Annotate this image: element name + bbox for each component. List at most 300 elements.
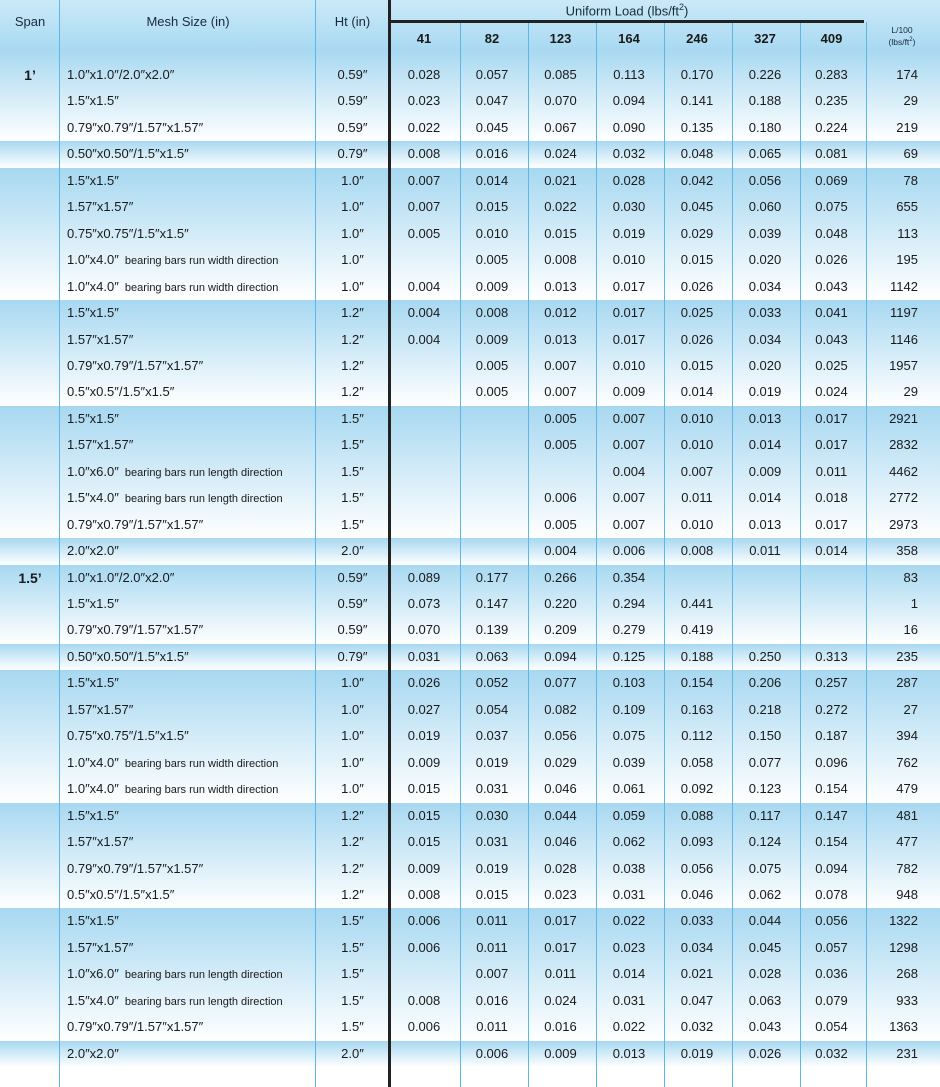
l100-cell: 231 (896, 1045, 918, 1061)
mesh-cell (67, 776, 278, 802)
deflection-cell: 0.028 (544, 860, 577, 876)
deflection-cell: 0.037 (475, 728, 509, 744)
table-row (0, 829, 940, 855)
mesh-size: 1.0″x4.0″ (67, 252, 119, 268)
deflection-cell: 0.014 (612, 966, 646, 982)
l100-cell: 27 (903, 701, 918, 717)
deflection-cell: 0.015 (475, 199, 509, 215)
header-span: Span (14, 14, 46, 29)
height-cell: 1.2″ (341, 357, 364, 373)
table-row (0, 803, 940, 829)
table-row (0, 194, 940, 220)
deflection-cell: 0.031 (612, 992, 646, 1008)
deflection-cell: 0.147 (815, 807, 848, 823)
deflection-cell: 0.028 (748, 966, 782, 982)
deflection-cell: 0.045 (748, 939, 782, 955)
deflection-cell: 0.008 (475, 305, 509, 321)
table-row (0, 221, 940, 247)
mesh-size: 1.5″x1.5″ (67, 913, 119, 929)
mesh-size: 1.5″x1.5″ (67, 807, 119, 823)
l100-cell: 2772 (889, 490, 918, 506)
deflection-cell: 0.004 (407, 278, 441, 294)
deflection-cell: 0.019 (475, 860, 509, 876)
mesh-cell (67, 512, 203, 538)
deflection-cell: 0.010 (612, 357, 646, 373)
deflection-cell: 0.065 (748, 146, 782, 162)
l100-unit (864, 35, 940, 47)
deflection-cell: 0.018 (815, 490, 848, 506)
deflection-cell: 0.025 (680, 305, 714, 321)
deflection-cell: 0.073 (407, 596, 441, 611)
deflection-cell: 0.030 (612, 199, 646, 215)
mesh-note: bearing bars run length direction (124, 493, 283, 506)
table-row (0, 538, 940, 564)
deflection-cell: 0.031 (612, 886, 646, 902)
deflection-cell: 0.023 (612, 939, 646, 955)
l100-cell: 219 (896, 119, 918, 135)
height-cell: 1.5″ (341, 992, 364, 1008)
table-row (0, 776, 940, 802)
deflection-cell: 0.043 (815, 278, 848, 294)
deflection-cell: 0.007 (544, 357, 577, 373)
deflection-cell: 0.008 (544, 252, 577, 268)
deflection-cell: 0.054 (815, 1019, 848, 1035)
span-cell: 1.5’ (18, 569, 42, 586)
deflection-cell: 0.010 (475, 225, 509, 241)
mesh-size: 1.5″x1.5″ (67, 93, 119, 109)
mesh-cell (67, 617, 203, 643)
height-cell: 1.5″ (341, 410, 364, 426)
deflection-cell: 0.017 (815, 516, 848, 532)
height-cell: 0.59″ (337, 67, 368, 82)
mesh-cell (67, 168, 119, 194)
deflection-cell: 0.094 (612, 93, 646, 109)
height-cell: 1.2″ (341, 305, 364, 321)
deflection-cell: 0.006 (475, 1045, 509, 1061)
deflection-cell: 0.041 (815, 305, 848, 321)
deflection-cell: 0.007 (475, 966, 509, 982)
deflection-cell: 0.180 (748, 119, 782, 135)
table-row (0, 856, 940, 882)
table-row (0, 644, 940, 670)
deflection-cell: 0.112 (681, 728, 713, 744)
mesh-size: 1.5″x1.5″ (67, 675, 119, 691)
l100-cell: 195 (896, 252, 918, 268)
deflection-cell: 0.046 (544, 834, 577, 850)
deflection-cell: 0.017 (612, 305, 646, 321)
l100-cell: 1957 (889, 357, 918, 373)
height-cell: 0.59″ (337, 622, 368, 638)
deflection-cell: 0.075 (612, 728, 646, 744)
l100-cell: 1146 (890, 331, 918, 347)
mesh-size: 1.57″x1.57″ (67, 701, 134, 717)
height-cell: 1.0″ (341, 728, 364, 744)
l100-cell: 933 (896, 992, 918, 1008)
deflection-cell: 0.010 (680, 410, 714, 426)
mesh-size: 1.5″x1.5″ (67, 172, 119, 188)
uniform-load-underline (390, 20, 864, 23)
deflection-cell: 0.441 (680, 596, 714, 611)
deflection-cell: 0.007 (407, 172, 441, 188)
deflection-cell: 0.069 (815, 172, 848, 188)
deflection-cell: 0.026 (815, 252, 848, 268)
deflection-cell: 0.272 (815, 701, 848, 717)
deflection-cell: 0.016 (475, 992, 509, 1008)
mesh-size: 1.5″x1.5″ (67, 410, 119, 426)
height-cell: 1.5″ (341, 939, 364, 955)
deflection-cell: 0.045 (475, 119, 509, 135)
deflection-cell: 0.015 (680, 252, 714, 268)
table-row (0, 247, 940, 273)
deflection-cell: 0.313 (815, 648, 848, 664)
deflection-cell: 0.011 (476, 913, 508, 929)
mesh-cell (67, 459, 283, 485)
deflection-cell: 0.011 (749, 543, 781, 559)
deflection-cell: 0.063 (475, 648, 509, 664)
deflection-cell: 0.026 (407, 675, 441, 691)
mesh-size: 1.57″x1.57″ (67, 199, 134, 215)
table-row (0, 459, 940, 485)
deflection-cell: 0.006 (544, 490, 577, 506)
height-cell: 0.59″ (337, 596, 368, 611)
mesh-size: 0.75″x0.75″/1.5″x1.5″ (67, 728, 189, 744)
table-row (0, 750, 940, 776)
mesh-cell (67, 935, 133, 961)
deflection-cell: 0.032 (612, 146, 646, 162)
deflection-cell: 0.007 (612, 410, 646, 426)
deflection-cell: 0.026 (680, 331, 714, 347)
deflection-cell: 0.006 (407, 939, 441, 955)
mesh-size: 1.0″x1.0″/2.0″x2.0″ (67, 67, 175, 82)
l100-cell: 83 (903, 569, 918, 585)
deflection-cell: 0.020 (748, 252, 782, 268)
deflection-cell: 0.007 (612, 516, 646, 532)
l100-cell: 287 (896, 675, 918, 691)
deflection-cell: 0.015 (407, 834, 441, 850)
deflection-cell: 0.026 (680, 278, 714, 294)
deflection-cell: 0.033 (680, 913, 714, 929)
deflection-cell: 0.030 (475, 807, 509, 823)
deflection-cell: 0.028 (612, 172, 646, 188)
deflection-cell: 0.033 (748, 305, 782, 321)
deflection-cell: 0.188 (748, 93, 782, 109)
deflection-cell: 0.039 (612, 754, 646, 770)
mesh-note: bearing bars run width direction (124, 757, 279, 770)
deflection-cell: 0.088 (680, 807, 714, 823)
deflection-cell: 0.046 (680, 886, 714, 902)
deflection-cell: 0.017 (815, 410, 848, 426)
l100-cell: 394 (896, 728, 918, 744)
height-cell: 1.0″ (341, 172, 364, 188)
deflection-cell: 0.019 (748, 384, 782, 400)
deflection-cell: 0.032 (815, 1045, 848, 1061)
height-cell: 1.5″ (341, 913, 364, 929)
deflection-cell: 0.005 (544, 437, 577, 453)
mesh-cell (67, 750, 278, 776)
deflection-cell: 0.017 (612, 331, 646, 347)
height-cell: 1.5″ (341, 1019, 364, 1035)
mesh-cell (67, 803, 119, 829)
l100-cell: 235 (896, 648, 918, 664)
header-l100 (864, 25, 940, 47)
deflection-cell: 0.019 (680, 1045, 714, 1061)
mesh-cell (67, 591, 119, 617)
deflection-cell: 0.052 (475, 675, 509, 691)
deflection-cell: 0.013 (544, 278, 577, 294)
height-cell: 1.5″ (341, 516, 364, 532)
table-row (0, 62, 940, 88)
deflection-cell: 0.019 (475, 754, 509, 770)
deflection-cell: 0.063 (748, 992, 782, 1008)
deflection-cell: 0.004 (612, 463, 646, 479)
deflection-cell: 0.024 (544, 146, 577, 162)
deflection-cell: 0.016 (544, 1019, 577, 1035)
mesh-cell (67, 432, 133, 458)
deflection-cell: 0.017 (544, 939, 577, 955)
deflection-cell: 0.034 (748, 278, 782, 294)
height-cell: 1.0″ (341, 278, 364, 294)
deflection-cell: 0.015 (475, 886, 509, 902)
deflection-cell: 0.025 (815, 357, 848, 373)
deflection-cell: 0.024 (815, 384, 848, 400)
deflection-cell: 0.029 (680, 225, 714, 241)
header-height: Ht (in) (334, 14, 371, 29)
l100-cell: 4462 (889, 463, 918, 479)
deflection-cell: 0.024 (544, 992, 577, 1008)
deflection-cell: 0.139 (475, 622, 509, 638)
l100-cell: 655 (896, 199, 918, 215)
deflection-cell: 0.056 (748, 172, 782, 188)
deflection-cell: 0.056 (680, 860, 714, 876)
l100-cell: 1363 (889, 1019, 918, 1035)
deflection-cell: 0.043 (748, 1019, 782, 1035)
deflection-cell: 0.021 (680, 966, 714, 982)
mesh-cell (67, 62, 174, 88)
uniform-load-sup: 2 (679, 2, 685, 12)
deflection-cell: 0.188 (680, 648, 714, 664)
deflection-cell: 0.019 (612, 225, 646, 241)
deflection-cell: 0.075 (748, 860, 782, 876)
height-cell: 2.0″ (341, 543, 364, 559)
load-header-246: 246 (686, 31, 708, 46)
height-cell: 1.5″ (341, 437, 364, 453)
deflection-cell: 0.154 (815, 834, 848, 850)
uniform-load-label: Uniform Load (lbs/ft (565, 3, 680, 19)
mesh-cell (67, 247, 278, 273)
deflection-cell: 0.147 (475, 596, 509, 611)
table-row (0, 935, 940, 961)
deflection-cell: 0.070 (544, 93, 577, 109)
l100-cell: 78 (903, 172, 918, 188)
l100-cell: 1197 (890, 305, 918, 321)
deflection-cell: 0.042 (680, 172, 714, 188)
mesh-size: 1.57″x1.57″ (67, 331, 134, 347)
deflection-cell: 0.036 (815, 966, 848, 982)
header-uniform-load (390, 2, 864, 18)
deflection-cell: 0.062 (612, 834, 646, 850)
l100-label: L/100 (891, 25, 913, 35)
deflection-cell: 0.013 (748, 410, 782, 426)
height-cell: 1.2″ (341, 331, 364, 347)
deflection-cell: 0.141 (680, 93, 714, 109)
height-cell: 1.2″ (341, 886, 364, 902)
mesh-size: 0.75″x0.75″/1.5″x1.5″ (67, 225, 189, 241)
mesh-cell (67, 327, 133, 353)
mesh-size: 1.0″x4.0″ (67, 754, 119, 770)
height-cell: 1.2″ (341, 384, 364, 400)
height-cell: 1.0″ (341, 754, 364, 770)
deflection-cell: 0.004 (544, 543, 577, 559)
mesh-cell (67, 141, 189, 167)
mesh-size: 0.5″x0.5″/1.5″x1.5″ (67, 886, 175, 902)
deflection-cell: 0.218 (748, 701, 782, 717)
deflection-cell: 0.031 (407, 648, 441, 664)
mesh-size: 0.79″x0.79″/1.57″x1.57″ (67, 860, 204, 876)
deflection-cell: 0.011 (815, 463, 848, 479)
deflection-cell: 0.226 (748, 67, 782, 82)
deflection-cell: 0.011 (476, 939, 508, 955)
mesh-note: bearing bars run width direction (124, 255, 279, 268)
deflection-cell: 0.014 (748, 437, 782, 453)
mesh-size: 0.79″x0.79″/1.57″x1.57″ (67, 516, 204, 532)
mesh-cell (67, 538, 119, 564)
l100-cell: 782 (896, 860, 918, 876)
mesh-cell (67, 961, 283, 987)
deflection-cell: 0.283 (815, 67, 848, 82)
mesh-size: 0.50″x0.50″/1.5″x1.5″ (67, 648, 189, 664)
deflection-cell: 0.013 (748, 516, 782, 532)
deflection-cell: 0.094 (544, 648, 577, 664)
deflection-cell: 0.009 (475, 331, 509, 347)
l100-cell: 762 (896, 754, 918, 770)
deflection-cell: 0.010 (680, 516, 714, 532)
load-header-123: 123 (549, 31, 572, 46)
deflection-cell: 0.154 (815, 781, 848, 797)
deflection-cell: 0.059 (612, 807, 646, 823)
height-cell: 0.79″ (337, 146, 368, 162)
deflection-cell: 0.047 (475, 93, 509, 109)
table-row (0, 670, 940, 696)
deflection-cell: 0.043 (815, 331, 848, 347)
mesh-cell (67, 829, 133, 855)
l100-cell: 2832 (889, 437, 918, 453)
mesh-cell (67, 565, 174, 591)
deflection-cell: 0.135 (680, 119, 714, 135)
header-mesh-size: Mesh Size (in) (146, 14, 230, 29)
height-cell: 1.5″ (341, 463, 364, 479)
deflection-cell: 0.075 (815, 199, 848, 215)
mesh-cell (67, 644, 189, 670)
load-header-82: 82 (484, 31, 500, 46)
deflection-cell: 0.056 (815, 913, 848, 929)
deflection-cell: 0.046 (544, 781, 577, 797)
deflection-cell: 0.026 (748, 1045, 782, 1061)
deflection-cell: 0.008 (407, 146, 441, 162)
table-row (0, 565, 940, 591)
deflection-cell: 0.061 (612, 781, 646, 797)
deflection-cell: 0.294 (612, 596, 646, 611)
mesh-cell (67, 194, 133, 220)
deflection-cell: 0.150 (748, 728, 782, 744)
mesh-note: bearing bars run width direction (124, 281, 279, 294)
table-row (0, 485, 940, 511)
deflection-cell: 0.163 (680, 701, 714, 717)
deflection-cell: 0.125 (612, 648, 646, 664)
deflection-cell: 0.048 (815, 225, 848, 241)
mesh-note: bearing bars run length direction (124, 995, 283, 1008)
deflection-cell: 0.005 (475, 252, 509, 268)
height-cell: 1.5″ (341, 490, 364, 506)
deflection-cell: 0.096 (815, 754, 848, 770)
mesh-cell (67, 274, 278, 300)
load-header-327: 327 (754, 31, 776, 46)
deflection-cell: 0.092 (680, 781, 714, 797)
height-cell: 1.0″ (341, 701, 364, 717)
height-cell: 1.0″ (341, 252, 364, 268)
table-row (0, 353, 940, 379)
deflection-cell: 0.016 (475, 146, 509, 162)
mesh-size: 0.79″x0.79″/1.57″x1.57″ (67, 622, 204, 638)
l100-cell: 1298 (889, 939, 918, 955)
deflection-cell: 0.279 (612, 622, 646, 638)
mesh-size: 0.79″x0.79″/1.57″x1.57″ (67, 1019, 204, 1035)
l100-cell: 1 (910, 596, 918, 611)
deflection-cell: 0.044 (748, 913, 782, 929)
deflection-cell: 0.015 (544, 225, 577, 241)
deflection-cell: 0.014 (748, 490, 782, 506)
deflection-cell: 0.017 (612, 278, 646, 294)
deflection-cell: 0.206 (748, 675, 782, 691)
deflection-cell: 0.009 (748, 463, 782, 479)
mesh-size: 0.79″x0.79″/1.57″x1.57″ (67, 119, 204, 135)
deflection-cell: 0.006 (407, 1019, 441, 1035)
l100-cell: 1322 (889, 913, 918, 929)
height-cell: 1.0″ (341, 675, 364, 691)
deflection-cell: 0.032 (680, 1019, 714, 1035)
mesh-size: 1.0″x6.0″ (67, 966, 119, 982)
deflection-cell: 0.005 (475, 357, 509, 373)
l100-cell: 477 (896, 834, 918, 850)
deflection-cell: 0.017 (815, 437, 848, 453)
deflection-cell: 0.048 (680, 146, 714, 162)
height-cell: 0.59″ (337, 119, 368, 135)
l100-cell: 113 (897, 225, 918, 241)
mesh-size: 2.0″x2.0″ (67, 543, 119, 559)
deflection-cell: 0.093 (680, 834, 714, 850)
mesh-cell (67, 406, 119, 432)
deflection-cell: 0.007 (680, 463, 714, 479)
height-cell: 1.2″ (341, 834, 364, 850)
deflection-cell: 0.012 (544, 305, 577, 321)
height-cell: 1.2″ (341, 807, 364, 823)
deflection-cell: 0.224 (815, 119, 848, 135)
table-row (0, 988, 940, 1014)
table-row (0, 88, 940, 114)
mesh-cell (67, 353, 203, 379)
deflection-cell: 0.007 (612, 437, 646, 453)
mesh-cell (67, 221, 189, 247)
mesh-size: 1.57″x1.57″ (67, 437, 134, 453)
deflection-cell: 0.057 (815, 939, 848, 955)
deflection-cell: 0.070 (407, 622, 441, 638)
deflection-cell: 0.077 (748, 754, 782, 770)
table-row (0, 617, 940, 643)
deflection-cell: 0.022 (407, 119, 441, 135)
uniform-load-close: ) (684, 3, 689, 19)
deflection-cell: 0.082 (544, 701, 577, 717)
deflection-cell: 0.004 (407, 331, 441, 347)
deflection-cell: 0.034 (680, 939, 714, 955)
